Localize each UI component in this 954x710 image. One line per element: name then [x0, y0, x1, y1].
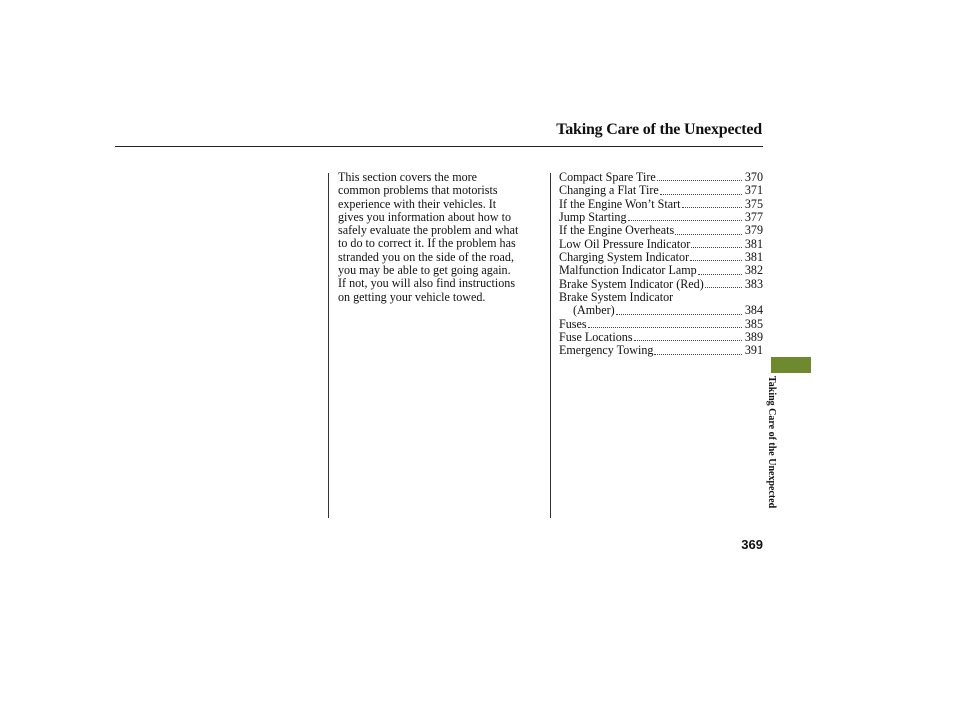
toc-entry-page: 382: [744, 263, 763, 278]
toc-leader-dots: [691, 247, 742, 248]
toc-leader-dots: [654, 354, 741, 355]
intro-paragraph: [338, 171, 548, 304]
toc-entry-label: Compact Spare Tire: [559, 170, 656, 184]
toc-leader-dots: [628, 220, 742, 221]
toc-entry-engine-wont-start[interactable]: [559, 198, 763, 211]
toc-leader-dots: [675, 234, 742, 235]
intro-line: common problems that motorists: [338, 183, 498, 198]
toc-leader-dots: [690, 260, 742, 261]
column-divider-left: [328, 173, 329, 518]
toc-entry-label: Fuse Locations: [559, 330, 633, 345]
toc-entry-label: Brake System Indicator: [559, 290, 674, 305]
intro-line: on getting your vehicle towed.: [338, 289, 486, 304]
toc-entry-brake-indicator-amber-cont[interactable]: [559, 304, 763, 317]
intro-line: to do to correct it. If the problem has: [338, 236, 516, 251]
toc-entry-page: 391: [744, 343, 763, 358]
header-divider: [115, 146, 763, 147]
toc-entry-label: If the Engine Won’t Start: [559, 196, 681, 211]
toc-entry-page: 385: [744, 316, 763, 331]
toc-entry-page: 375: [744, 196, 763, 211]
toc-entry-label: Malfunction Indicator Lamp: [559, 263, 697, 278]
column-divider-right: [550, 173, 551, 518]
toc-entry-label: Fuses: [559, 316, 587, 331]
toc-entry-label: Emergency Towing: [559, 343, 654, 358]
page-number: 369: [741, 537, 763, 552]
toc-entry-brake-indicator-red[interactable]: [559, 278, 763, 291]
toc-entry-low-oil-pressure[interactable]: [559, 238, 763, 251]
toc-entry-fuse-locations[interactable]: [559, 331, 763, 344]
toc-entry-fuses[interactable]: [559, 318, 763, 331]
toc-entry-label: Charging System Indicator: [559, 250, 690, 265]
toc-leader-dots: [634, 340, 742, 341]
toc-entry-page: 377: [744, 210, 763, 225]
toc-leader-dots: [657, 180, 742, 181]
toc-leader-dots: [698, 274, 742, 275]
intro-line: experience with their vehicles. It: [338, 196, 497, 211]
toc-entry-label: (Amber): [573, 303, 615, 318]
section-tab-label: Taking Care of the Unexpected: [766, 376, 777, 509]
toc-entry-page: 383: [744, 276, 763, 291]
toc-entry-brake-indicator-amber[interactable]: [559, 291, 763, 304]
toc-entry-label: Jump Starting: [559, 210, 627, 225]
toc-entry-page: 379: [744, 223, 763, 238]
toc-entry-label: Brake System Indicator (Red): [559, 276, 704, 291]
toc-entry-page: 389: [744, 330, 763, 345]
toc-entry-page: 370: [744, 170, 763, 184]
toc-entry-changing-flat-tire[interactable]: [559, 184, 763, 197]
toc-leader-dots: [660, 194, 742, 195]
toc-entry-page: 381: [744, 250, 763, 265]
intro-line: you may be able to get going again.: [338, 263, 511, 278]
table-of-contents: [559, 171, 763, 358]
toc-entry-compact-spare-tire[interactable]: [559, 171, 763, 184]
toc-leader-dots: [682, 207, 742, 208]
toc-entry-label: Changing a Flat Tire: [559, 183, 659, 198]
toc-entry-label: If the Engine Overheats: [559, 223, 675, 238]
page-title: Taking Care of the Unexpected: [556, 121, 762, 138]
intro-line: If not, you will also find instructions: [338, 276, 516, 291]
toc-leader-dots: [588, 327, 742, 328]
intro-line: gives you information about how to: [338, 209, 511, 224]
intro-line: stranded you on the side of the road,: [338, 249, 514, 264]
intro-line: This section covers the more: [338, 170, 478, 184]
toc-entry-jump-starting[interactable]: [559, 211, 763, 224]
intro-line: safely evaluate the problem and what: [338, 223, 519, 238]
toc-entry-page: 371: [744, 183, 763, 198]
toc-entry-charging-system[interactable]: [559, 251, 763, 264]
toc-entry-label: Low Oil Pressure Indicator: [559, 236, 691, 251]
toc-entry-engine-overheats[interactable]: [559, 224, 763, 237]
toc-entry-page: 384: [744, 303, 763, 318]
section-tab-marker: [771, 357, 811, 373]
toc-entry-emergency-towing[interactable]: [559, 344, 763, 357]
toc-leader-dots: [616, 314, 742, 315]
toc-entry-page: 381: [744, 236, 763, 251]
toc-entry-malfunction-lamp[interactable]: [559, 264, 763, 277]
toc-leader-dots: [705, 287, 742, 288]
